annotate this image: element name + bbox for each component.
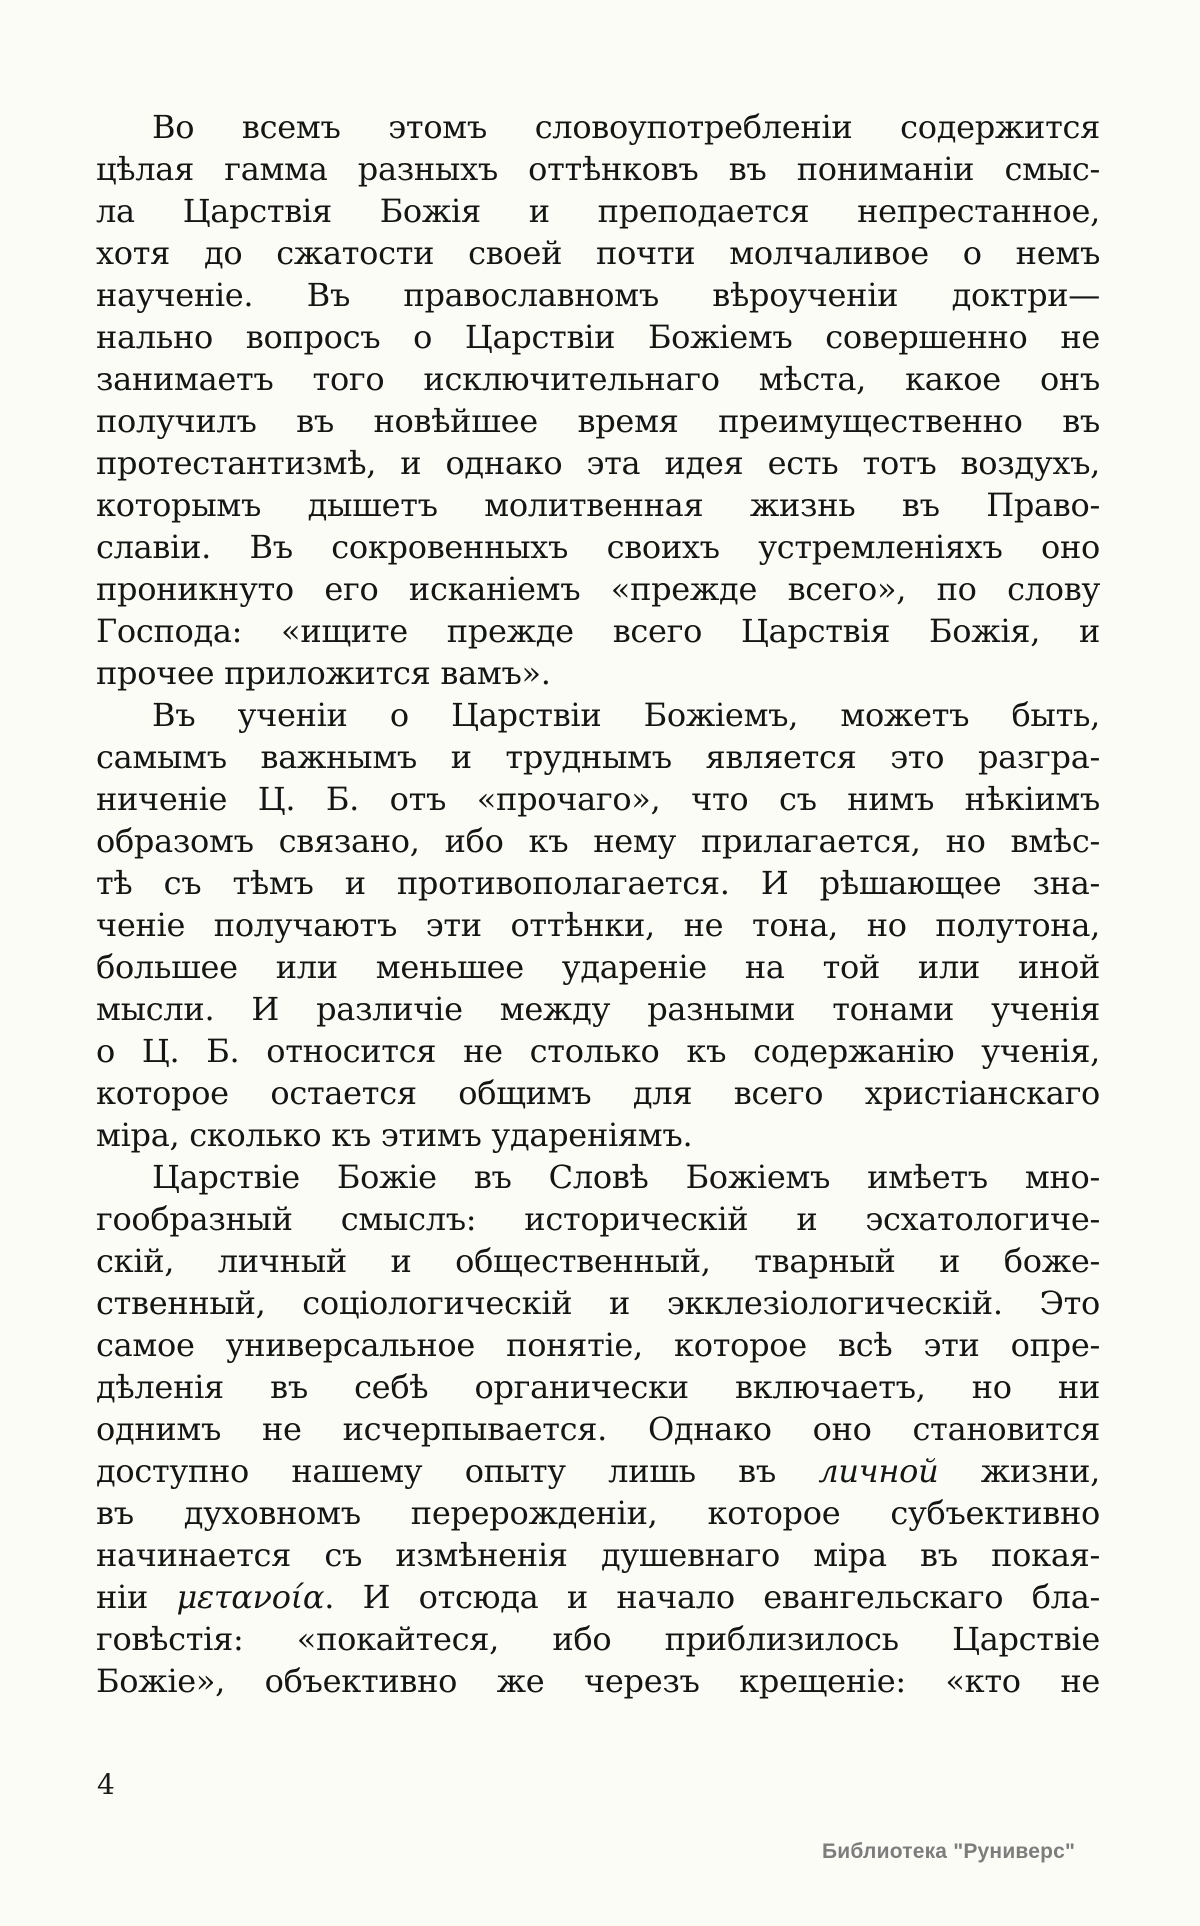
page-text xyxy=(96,106,1100,1702)
text-line: цѣлая гамма разныхъ оттѣнковъ въ пониманіи смыс- xyxy=(96,150,1100,188)
text-line: ніи μετανοία. И отсюда и начало евангельскаго бла- xyxy=(96,1578,1100,1616)
text-line: въ духовномъ перерожденіи, которое субъективно xyxy=(96,1494,1100,1532)
text-line: получилъ въ новѣйшее время преимущественно въ xyxy=(96,402,1100,440)
text-line: міра, сколько къ этимъ удареніямъ. xyxy=(96,1116,693,1154)
text-line: нально вопросъ о Царствіи Божіемъ совершенно не xyxy=(96,318,1100,356)
page-number: 4 xyxy=(97,1768,115,1801)
text-line: доступно нашему опыту лишь въ личной жизни, xyxy=(96,1452,1100,1490)
text-line: Господа: «ищите прежде всего Царствія Божія, и xyxy=(96,612,1100,650)
text-line: занимаетъ того исключительнаго мѣста, какое онъ xyxy=(96,360,1100,398)
text-line: ственный, соціологическій и экклезіологическій. Это xyxy=(96,1284,1100,1322)
text-line: скій, личный и общественный, тварный и боже- xyxy=(96,1242,1100,1280)
emphasized-word: μετανοία xyxy=(176,1578,325,1616)
text-line: Божіе», объективно же черезъ крещеніе: «кто не xyxy=(96,1662,1100,1700)
text-line: наученіе. Въ православномъ вѣроученіи доктри— xyxy=(96,276,1100,314)
text-line: протестантизмѣ, и однако эта идея есть тотъ воздухъ, xyxy=(96,444,1100,482)
text-line: хотя до сжатости своей почти молчаливое о немъ xyxy=(96,234,1100,272)
text-line: гообразный смыслъ: историческій и эсхатологиче- xyxy=(96,1200,1100,1238)
text-line: Во всемъ этомъ словоупотребленіи содержится xyxy=(152,108,1100,146)
text-line: ниченіе Ц. Б. отъ «прочаго», что съ нимъ нѣкіимъ xyxy=(96,780,1100,818)
library-watermark: Библиотека "Руниверс" xyxy=(822,1840,1076,1863)
text-line: которое остается общимъ для всего христіанскаго xyxy=(96,1074,1100,1112)
text-line: образомъ связано, ибо къ нему прилагается, но вмѣс- xyxy=(96,822,1100,860)
text-line: Въ ученіи о Царствіи Божіемъ, можетъ быть, xyxy=(152,696,1100,734)
text-line: мысли. И различіе между разными тонами ученія xyxy=(96,990,1100,1028)
text-line: самымъ важнымъ и труднымъ является это разгра- xyxy=(96,738,1100,776)
text-line: ла Царствія Божія и преподается непрестанное, xyxy=(96,192,1100,230)
text-line: Царствіе Божіе въ Словѣ Божіемъ имѣетъ мно- xyxy=(152,1158,1100,1196)
text-line: проникнуто его исканіемъ «прежде всего», по слову xyxy=(96,570,1100,608)
emphasized-word: личной xyxy=(818,1452,939,1490)
text-line: прочее приложится вамъ». xyxy=(96,654,551,692)
text-line: ченіе получаютъ эти оттѣнки, не тона, но полутона, xyxy=(96,906,1100,944)
text-line: о Ц. Б. относится не столько къ содержанію ученія, xyxy=(96,1032,1100,1070)
text-line: славіи. Въ сокровенныхъ своихъ устремленіяхъ оно xyxy=(96,528,1100,566)
text-line: самое универсальное понятіе, которое всѣ эти опре- xyxy=(96,1326,1100,1364)
text-line: однимъ не исчерпывается. Однако оно становится xyxy=(96,1410,1100,1448)
text-line: говѣстія: «покайтеся, ибо приблизилось Царствіе xyxy=(96,1620,1100,1658)
text-line: начинается съ измѣненія душевнаго міра въ покая- xyxy=(96,1536,1100,1574)
text-line: дѣленія въ себѣ органически включаетъ, но ни xyxy=(96,1368,1100,1406)
text-line: которымъ дышетъ молитвенная жизнь въ Право- xyxy=(96,486,1100,524)
text-line: тѣ съ тѣмъ и противополагается. И рѣшающее зна- xyxy=(96,864,1100,902)
text-line: большее или меньшее удареніе на той или иной xyxy=(96,948,1100,986)
